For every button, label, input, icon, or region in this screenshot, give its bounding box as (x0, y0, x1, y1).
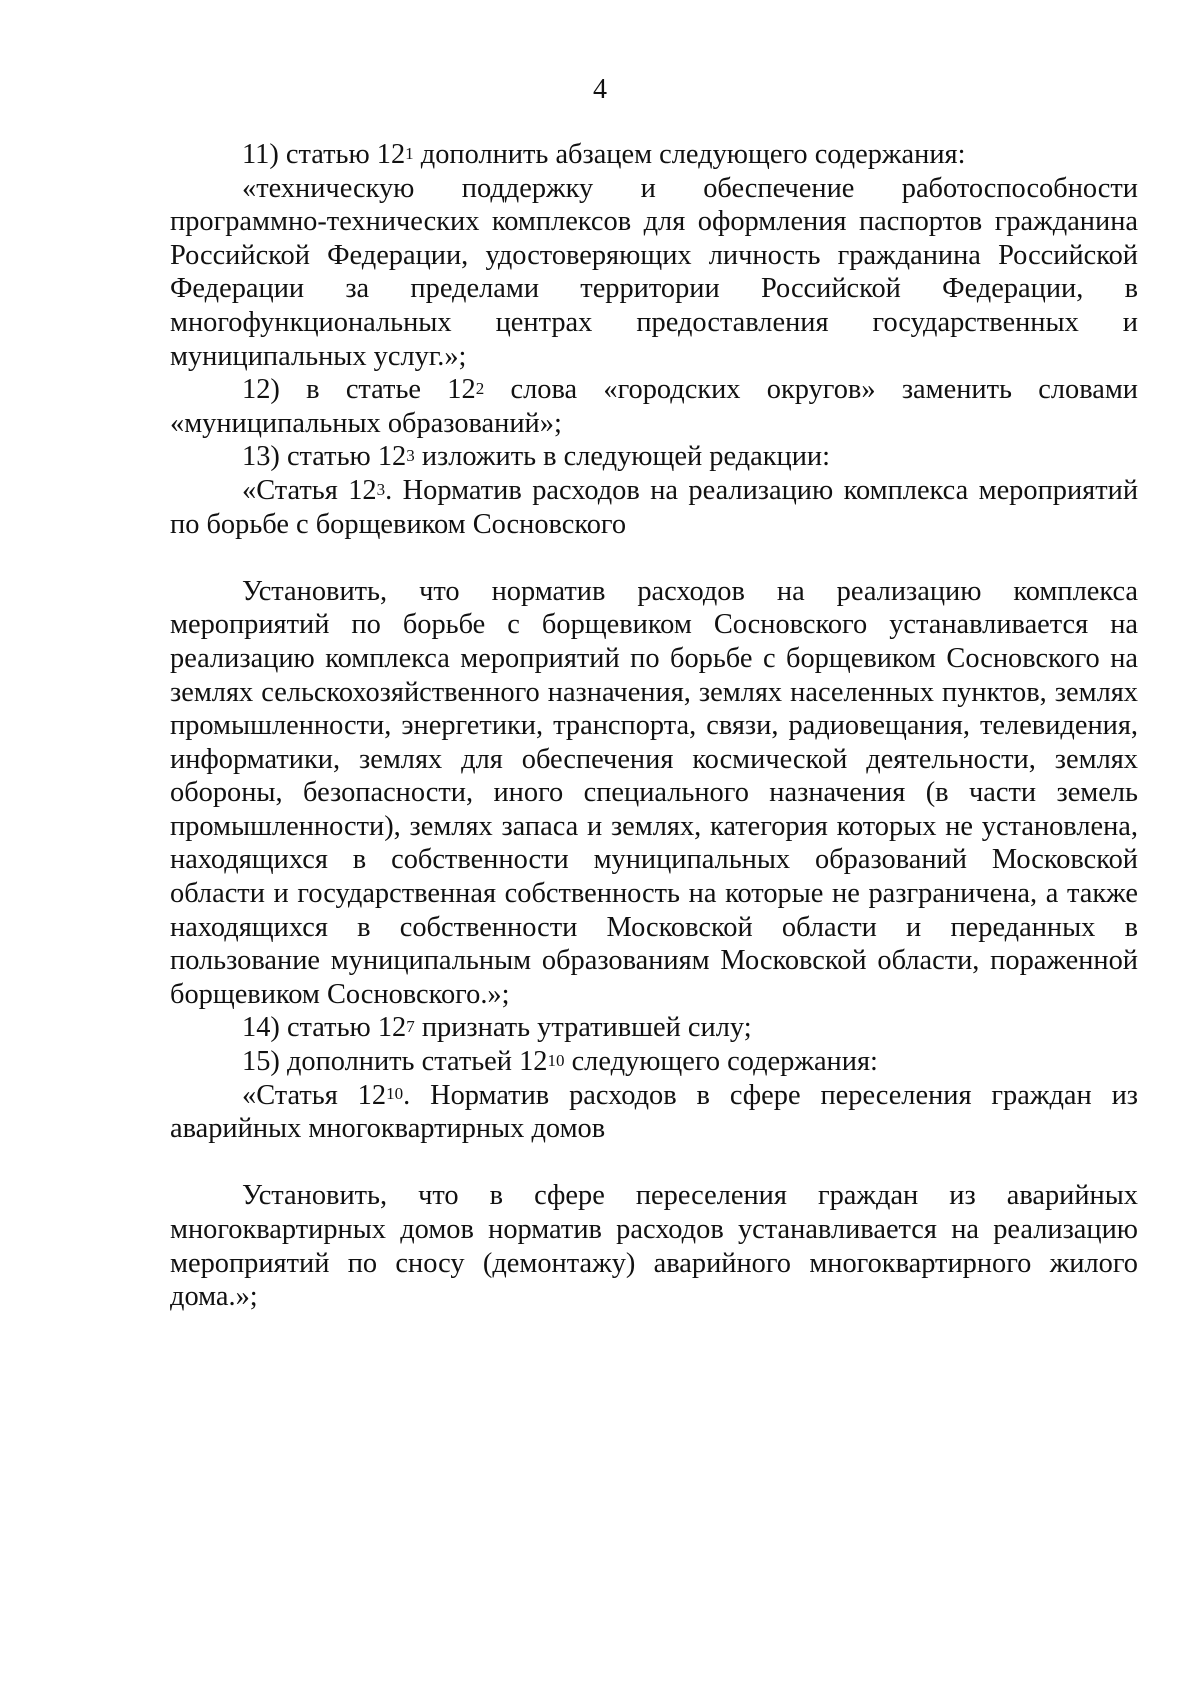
document-body (170, 138, 1138, 1314)
item-14-suffix: признать утратившей силу; (414, 1012, 752, 1044)
item-14-superscript: 7 (406, 1017, 415, 1037)
item-11-line (170, 138, 1138, 172)
item-15-suffix: следующего содержания: (564, 1046, 878, 1078)
article-12-3-heading-prefix: «Статья 12 (242, 474, 377, 506)
item-13-line (170, 440, 1138, 474)
item-15-superscript: 10 (547, 1050, 565, 1070)
item-11-prefix: 11) статью 12 (242, 139, 406, 170)
item-14-line (170, 1011, 1138, 1045)
article-12-3-heading-suffix: . Норматив расходов на реализацию комплекса мероприятий по борьбе с борщевиком Сосновского (170, 474, 1139, 540)
item-15-prefix: 15) дополнить статьей 12 (242, 1046, 548, 1078)
item-11-superscript: 1 (405, 143, 414, 163)
page-number: 4 (593, 74, 607, 105)
article-12-3-heading-superscript: 3 (376, 479, 386, 499)
item-13-suffix: изложить в следующей редакции: (414, 441, 830, 473)
article-12-3-heading (170, 474, 1138, 541)
article-12-3-body: Установить, что норматив расходов на реализацию комплекса мероприятий по борьбе с борщевиком Сосновского устанавливается на реализацию комплекса мероприятий по борьбе с борщевиком Сосновского на землях сельскохозяйственного назначения, землях населенных пунктов, землях промышленности, энергетики, транспорта, связи, радиовещания, телевидения, информатики, землях для обеспечения космической деятельности, землях обороны, безопасности, иного специального назначения (в части земель промышленности), землях запаса и землях, категория которых не установлена, находящихся в собственности муниципальных образований Московской области и государственная собственность на которые не разграничена, а также находящихся в собственности Московской области и переданных в пользование муниципальным образованиям Московской области, пораженной борщевиком Сосновского.»; (170, 575, 1138, 1010)
item-11-quote: «техническую поддержку и обеспечение работоспособности программно-технических комплексов для оформления паспортов гражданина Российской Федерации, удостоверяющих личность гражданина Российской Федерации за пределами территории Российской Федерации, в многофункциональных центрах предоставления государственных и муниципальных услуг.»; (170, 172, 1138, 372)
article-12-10-heading (170, 1079, 1138, 1146)
item-11-suffix: дополнить абзацем следующего содержания: (413, 139, 966, 170)
item-13-superscript: 3 (406, 446, 415, 466)
item-12-superscript: 2 (475, 378, 485, 398)
article-12-10-heading-superscript: 10 (386, 1084, 404, 1104)
item-12-suffix: слова «городских округов» заменить словами «муниципальных образований»; (170, 374, 1138, 439)
item-12-line (170, 373, 1138, 440)
article-12-10-body: Установить, что в сфере переселения граждан из аварийных многоквартирных домов норматив расходов устанавливается на реализацию мероприятий по сносу (демонтажу) аварийного многоквартирного жилого дома.»; (170, 1180, 1138, 1313)
article-12-10-heading-prefix: «Статья 12 (242, 1079, 387, 1111)
item-15-line (170, 1045, 1138, 1079)
item-14-prefix: 14) статью 12 (242, 1012, 407, 1044)
item-13-prefix: 13) статью 12 (242, 441, 407, 473)
article-12-10-heading-suffix: . Норматив расходов в сфере переселения граждан из аварийных многоквартирных домов (170, 1079, 1139, 1145)
item-12-prefix: 12) в статье 12 (242, 374, 476, 406)
